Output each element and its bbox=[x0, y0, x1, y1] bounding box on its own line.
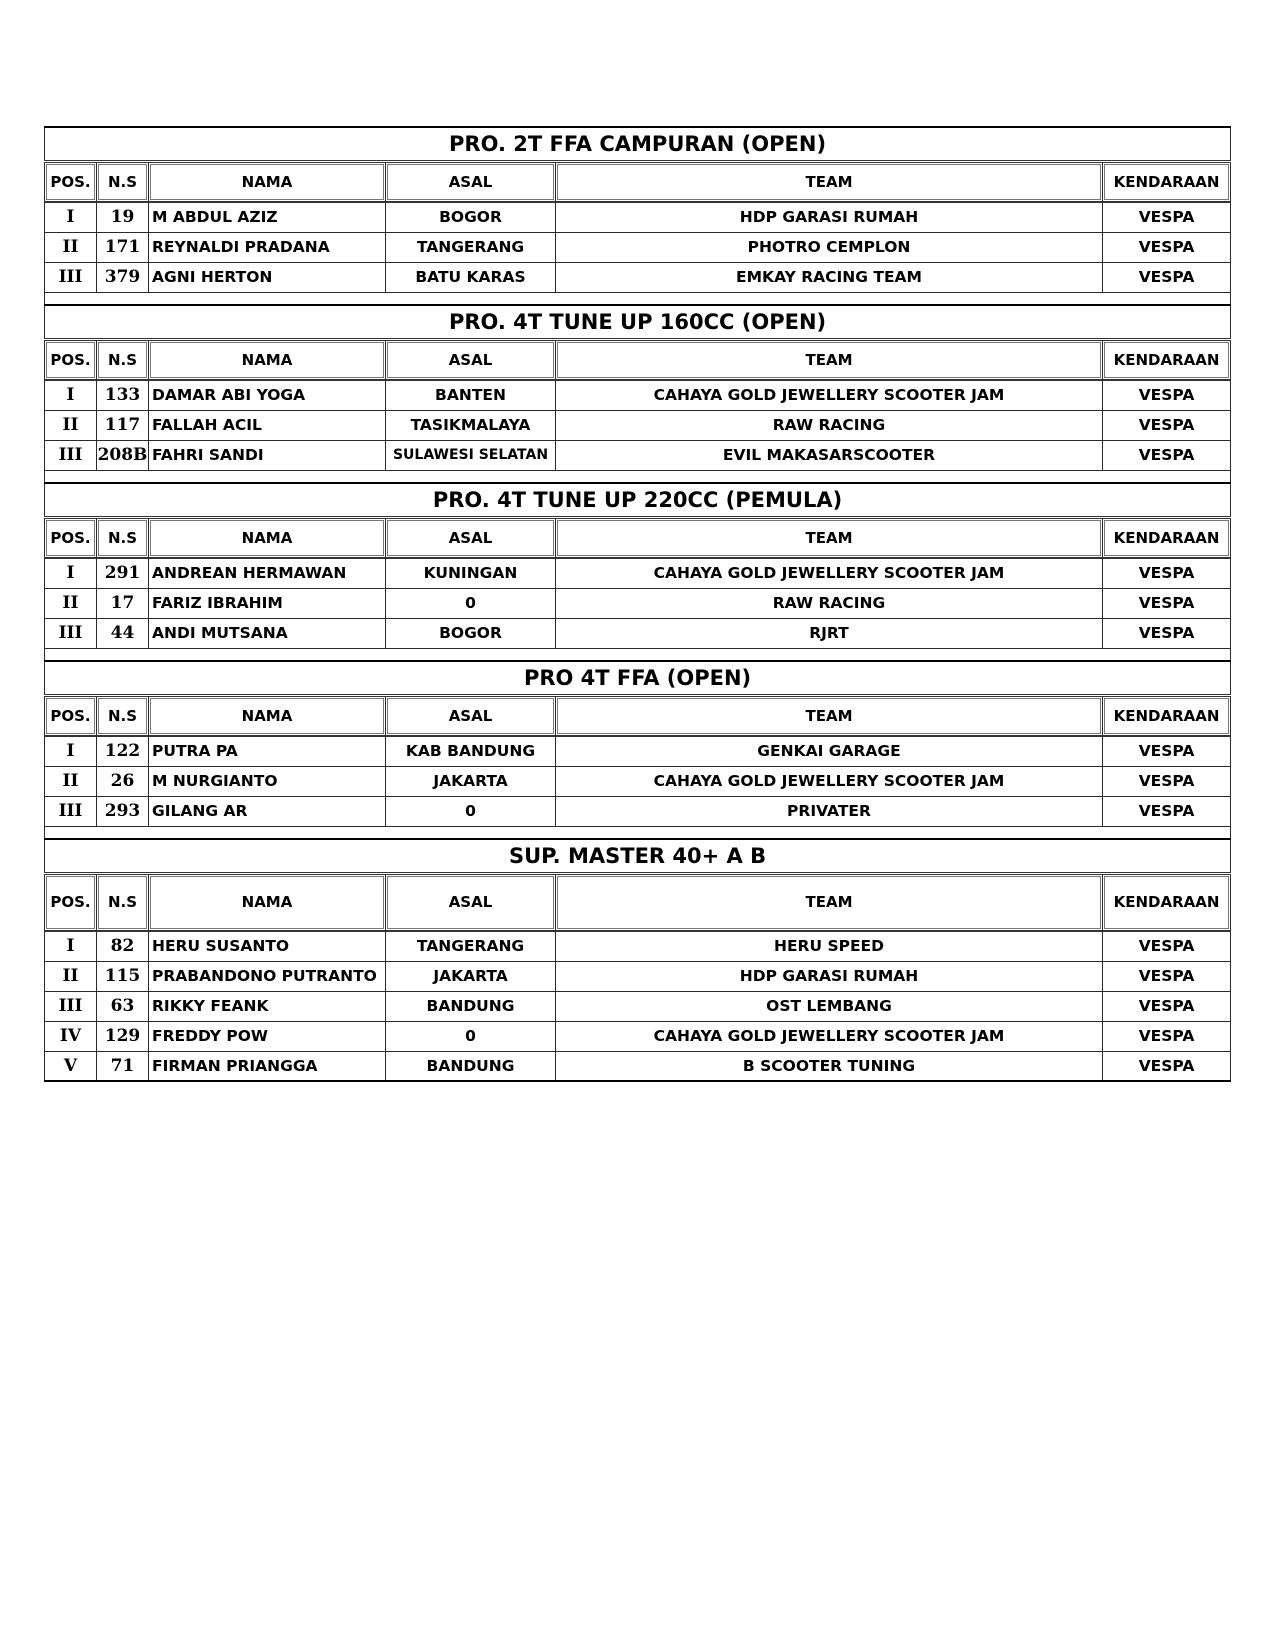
team-cell: HDP GARASI RUMAH bbox=[556, 961, 1103, 991]
kendaraan-cell: VESPA bbox=[1103, 991, 1231, 1021]
section-title: PRO. 4T TUNE UP 160CC (OPEN) bbox=[45, 305, 1231, 339]
ns-cell: 133 bbox=[97, 380, 149, 410]
section-spacer bbox=[45, 648, 1231, 661]
table-row bbox=[45, 618, 1231, 648]
ns-cell: 115 bbox=[97, 961, 149, 991]
section-title: SUP. MASTER 40+ A B bbox=[45, 839, 1231, 873]
kendaraan-cell: VESPA bbox=[1103, 618, 1231, 648]
table-row bbox=[45, 1051, 1231, 1081]
header-pos: POS. bbox=[45, 873, 97, 931]
asal-cell: TANGERANG bbox=[386, 931, 556, 961]
asal-cell: KAB BANDUNG bbox=[386, 736, 556, 766]
kendaraan-cell: VESPA bbox=[1103, 440, 1231, 470]
header-kendaraan: KENDARAAN bbox=[1103, 339, 1231, 380]
asal-cell: JAKARTA bbox=[386, 766, 556, 796]
header-asal: ASAL bbox=[386, 161, 556, 202]
table-row bbox=[45, 440, 1231, 470]
asal-cell: TASIKMALAYA bbox=[386, 410, 556, 440]
kendaraan-cell: VESPA bbox=[1103, 558, 1231, 588]
header-pos: POS. bbox=[45, 339, 97, 380]
header-team: TEAM bbox=[556, 873, 1103, 931]
team-cell: GENKAI GARAGE bbox=[556, 736, 1103, 766]
header-nama: NAMA bbox=[149, 161, 386, 202]
pos-cell: IV bbox=[45, 1021, 97, 1051]
header-nama: NAMA bbox=[149, 339, 386, 380]
asal-cell: KUNINGAN bbox=[386, 558, 556, 588]
pos-cell: I bbox=[45, 736, 97, 766]
table-row bbox=[45, 232, 1231, 262]
asal-cell: BANTEN bbox=[386, 380, 556, 410]
team-cell: PHOTRO CEMPLON bbox=[556, 232, 1103, 262]
table-row bbox=[45, 931, 1231, 961]
team-cell: HERU SPEED bbox=[556, 931, 1103, 961]
table-row bbox=[45, 262, 1231, 292]
table-row bbox=[45, 961, 1231, 991]
pos-cell: III bbox=[45, 262, 97, 292]
nama-cell: ANDI MUTSANA bbox=[149, 618, 386, 648]
spacer-cell bbox=[45, 648, 1231, 661]
asal-cell: BOGOR bbox=[386, 202, 556, 232]
team-cell: CAHAYA GOLD JEWELLERY SCOOTER JAM bbox=[556, 380, 1103, 410]
table-row bbox=[45, 202, 1231, 232]
spacer-cell bbox=[45, 470, 1231, 483]
header-pos: POS. bbox=[45, 517, 97, 558]
pos-cell: II bbox=[45, 588, 97, 618]
asal-cell: BOGOR bbox=[386, 618, 556, 648]
kendaraan-cell: VESPA bbox=[1103, 262, 1231, 292]
kendaraan-cell: VESPA bbox=[1103, 931, 1231, 961]
section-spacer bbox=[45, 826, 1231, 839]
header-team: TEAM bbox=[556, 339, 1103, 380]
asal-cell: JAKARTA bbox=[386, 961, 556, 991]
spacer-cell bbox=[45, 292, 1231, 305]
ns-cell: 63 bbox=[97, 991, 149, 1021]
table-row bbox=[45, 766, 1231, 796]
team-cell: RAW RACING bbox=[556, 410, 1103, 440]
ns-cell: 26 bbox=[97, 766, 149, 796]
asal-cell: 0 bbox=[386, 1021, 556, 1051]
header-team: TEAM bbox=[556, 161, 1103, 202]
kendaraan-cell: VESPA bbox=[1103, 766, 1231, 796]
results-table bbox=[44, 126, 1231, 1082]
ns-cell: 17 bbox=[97, 588, 149, 618]
table-row bbox=[45, 1021, 1231, 1051]
team-cell: CAHAYA GOLD JEWELLERY SCOOTER JAM bbox=[556, 766, 1103, 796]
header-ns: N.S bbox=[97, 517, 149, 558]
pos-cell: I bbox=[45, 202, 97, 232]
nama-cell: FALLAH ACIL bbox=[149, 410, 386, 440]
kendaraan-cell: VESPA bbox=[1103, 1051, 1231, 1081]
ns-cell: 291 bbox=[97, 558, 149, 588]
pos-cell: III bbox=[45, 991, 97, 1021]
nama-cell: PRABANDONO PUTRANTO bbox=[149, 961, 386, 991]
ns-cell: 82 bbox=[97, 931, 149, 961]
header-team: TEAM bbox=[556, 517, 1103, 558]
nama-cell: PUTRA PA bbox=[149, 736, 386, 766]
nama-cell: ANDREAN HERMAWAN bbox=[149, 558, 386, 588]
asal-cell: SULAWESI SELATAN bbox=[386, 440, 556, 470]
nama-cell: FAHRI SANDI bbox=[149, 440, 386, 470]
section-spacer bbox=[45, 470, 1231, 483]
ns-cell: 129 bbox=[97, 1021, 149, 1051]
nama-cell: HERU SUSANTO bbox=[149, 931, 386, 961]
nama-cell: AGNI HERTON bbox=[149, 262, 386, 292]
nama-cell: M ABDUL AZIZ bbox=[149, 202, 386, 232]
table-row bbox=[45, 410, 1231, 440]
team-cell: CAHAYA GOLD JEWELLERY SCOOTER JAM bbox=[556, 558, 1103, 588]
section-title: PRO. 2T FFA CAMPURAN (OPEN) bbox=[45, 127, 1231, 161]
column-header-row bbox=[45, 695, 1231, 736]
pos-cell: I bbox=[45, 931, 97, 961]
ns-cell: 379 bbox=[97, 262, 149, 292]
asal-cell: TANGERANG bbox=[386, 232, 556, 262]
header-asal: ASAL bbox=[386, 339, 556, 380]
ns-cell: 71 bbox=[97, 1051, 149, 1081]
section-title-row bbox=[45, 127, 1231, 161]
asal-cell: BANDUNG bbox=[386, 991, 556, 1021]
spacer-cell bbox=[45, 826, 1231, 839]
table-row bbox=[45, 991, 1231, 1021]
pos-cell: II bbox=[45, 232, 97, 262]
team-cell: OST LEMBANG bbox=[556, 991, 1103, 1021]
section-title: PRO 4T FFA (OPEN) bbox=[45, 661, 1231, 695]
header-kendaraan: KENDARAAN bbox=[1103, 873, 1231, 931]
nama-cell: FARIZ IBRAHIM bbox=[149, 588, 386, 618]
kendaraan-cell: VESPA bbox=[1103, 796, 1231, 826]
kendaraan-cell: VESPA bbox=[1103, 202, 1231, 232]
ns-cell: 117 bbox=[97, 410, 149, 440]
team-cell: HDP GARASI RUMAH bbox=[556, 202, 1103, 232]
header-team: TEAM bbox=[556, 695, 1103, 736]
header-ns: N.S bbox=[97, 695, 149, 736]
table-row bbox=[45, 736, 1231, 766]
column-header-row bbox=[45, 873, 1231, 931]
kendaraan-cell: VESPA bbox=[1103, 588, 1231, 618]
nama-cell: RIKKY FEANK bbox=[149, 991, 386, 1021]
header-pos: POS. bbox=[45, 695, 97, 736]
kendaraan-cell: VESPA bbox=[1103, 232, 1231, 262]
kendaraan-cell: VESPA bbox=[1103, 380, 1231, 410]
section-title-row bbox=[45, 661, 1231, 695]
table-row bbox=[45, 558, 1231, 588]
nama-cell: FREDDY POW bbox=[149, 1021, 386, 1051]
header-kendaraan: KENDARAAN bbox=[1103, 161, 1231, 202]
pos-cell: II bbox=[45, 766, 97, 796]
column-header-row bbox=[45, 339, 1231, 380]
table-row bbox=[45, 380, 1231, 410]
nama-cell: GILANG AR bbox=[149, 796, 386, 826]
ns-cell: 171 bbox=[97, 232, 149, 262]
team-cell: CAHAYA GOLD JEWELLERY SCOOTER JAM bbox=[556, 1021, 1103, 1051]
ns-cell: 19 bbox=[97, 202, 149, 232]
header-nama: NAMA bbox=[149, 517, 386, 558]
team-cell: RAW RACING bbox=[556, 588, 1103, 618]
pos-cell: III bbox=[45, 796, 97, 826]
section-title-row bbox=[45, 305, 1231, 339]
column-header-row bbox=[45, 161, 1231, 202]
nama-cell: FIRMAN PRIANGGA bbox=[149, 1051, 386, 1081]
nama-cell: REYNALDI PRADANA bbox=[149, 232, 386, 262]
section-spacer bbox=[45, 292, 1231, 305]
header-kendaraan: KENDARAAN bbox=[1103, 517, 1231, 558]
results-body bbox=[45, 127, 1231, 1081]
ns-cell: 208B bbox=[97, 440, 149, 470]
section-title-row bbox=[45, 839, 1231, 873]
header-nama: NAMA bbox=[149, 695, 386, 736]
asal-cell: BANDUNG bbox=[386, 1051, 556, 1081]
asal-cell: 0 bbox=[386, 796, 556, 826]
kendaraan-cell: VESPA bbox=[1103, 961, 1231, 991]
kendaraan-cell: VESPA bbox=[1103, 1021, 1231, 1051]
ns-cell: 44 bbox=[97, 618, 149, 648]
team-cell: PRIVATER bbox=[556, 796, 1103, 826]
pos-cell: II bbox=[45, 961, 97, 991]
team-cell: RJRT bbox=[556, 618, 1103, 648]
header-pos: POS. bbox=[45, 161, 97, 202]
section-title-row bbox=[45, 483, 1231, 517]
header-ns: N.S bbox=[97, 873, 149, 931]
team-cell: EMKAY RACING TEAM bbox=[556, 262, 1103, 292]
header-asal: ASAL bbox=[386, 517, 556, 558]
team-cell: EVIL MAKASARSCOOTER bbox=[556, 440, 1103, 470]
header-asal: ASAL bbox=[386, 695, 556, 736]
pos-cell: III bbox=[45, 618, 97, 648]
ns-cell: 122 bbox=[97, 736, 149, 766]
table-row bbox=[45, 588, 1231, 618]
pos-cell: I bbox=[45, 558, 97, 588]
nama-cell: M NURGIANTO bbox=[149, 766, 386, 796]
header-ns: N.S bbox=[97, 161, 149, 202]
pos-cell: I bbox=[45, 380, 97, 410]
nama-cell: DAMAR ABI YOGA bbox=[149, 380, 386, 410]
asal-cell: BATU KARAS bbox=[386, 262, 556, 292]
ns-cell: 293 bbox=[97, 796, 149, 826]
asal-cell: 0 bbox=[386, 588, 556, 618]
table-row bbox=[45, 796, 1231, 826]
team-cell: B SCOOTER TUNING bbox=[556, 1051, 1103, 1081]
kendaraan-cell: VESPA bbox=[1103, 410, 1231, 440]
pos-cell: II bbox=[45, 410, 97, 440]
section-title: PRO. 4T TUNE UP 220CC (PEMULA) bbox=[45, 483, 1231, 517]
header-asal: ASAL bbox=[386, 873, 556, 931]
pos-cell: III bbox=[45, 440, 97, 470]
kendaraan-cell: VESPA bbox=[1103, 736, 1231, 766]
header-kendaraan: KENDARAAN bbox=[1103, 695, 1231, 736]
header-ns: N.S bbox=[97, 339, 149, 380]
column-header-row bbox=[45, 517, 1231, 558]
pos-cell: V bbox=[45, 1051, 97, 1081]
header-nama: NAMA bbox=[149, 873, 386, 931]
